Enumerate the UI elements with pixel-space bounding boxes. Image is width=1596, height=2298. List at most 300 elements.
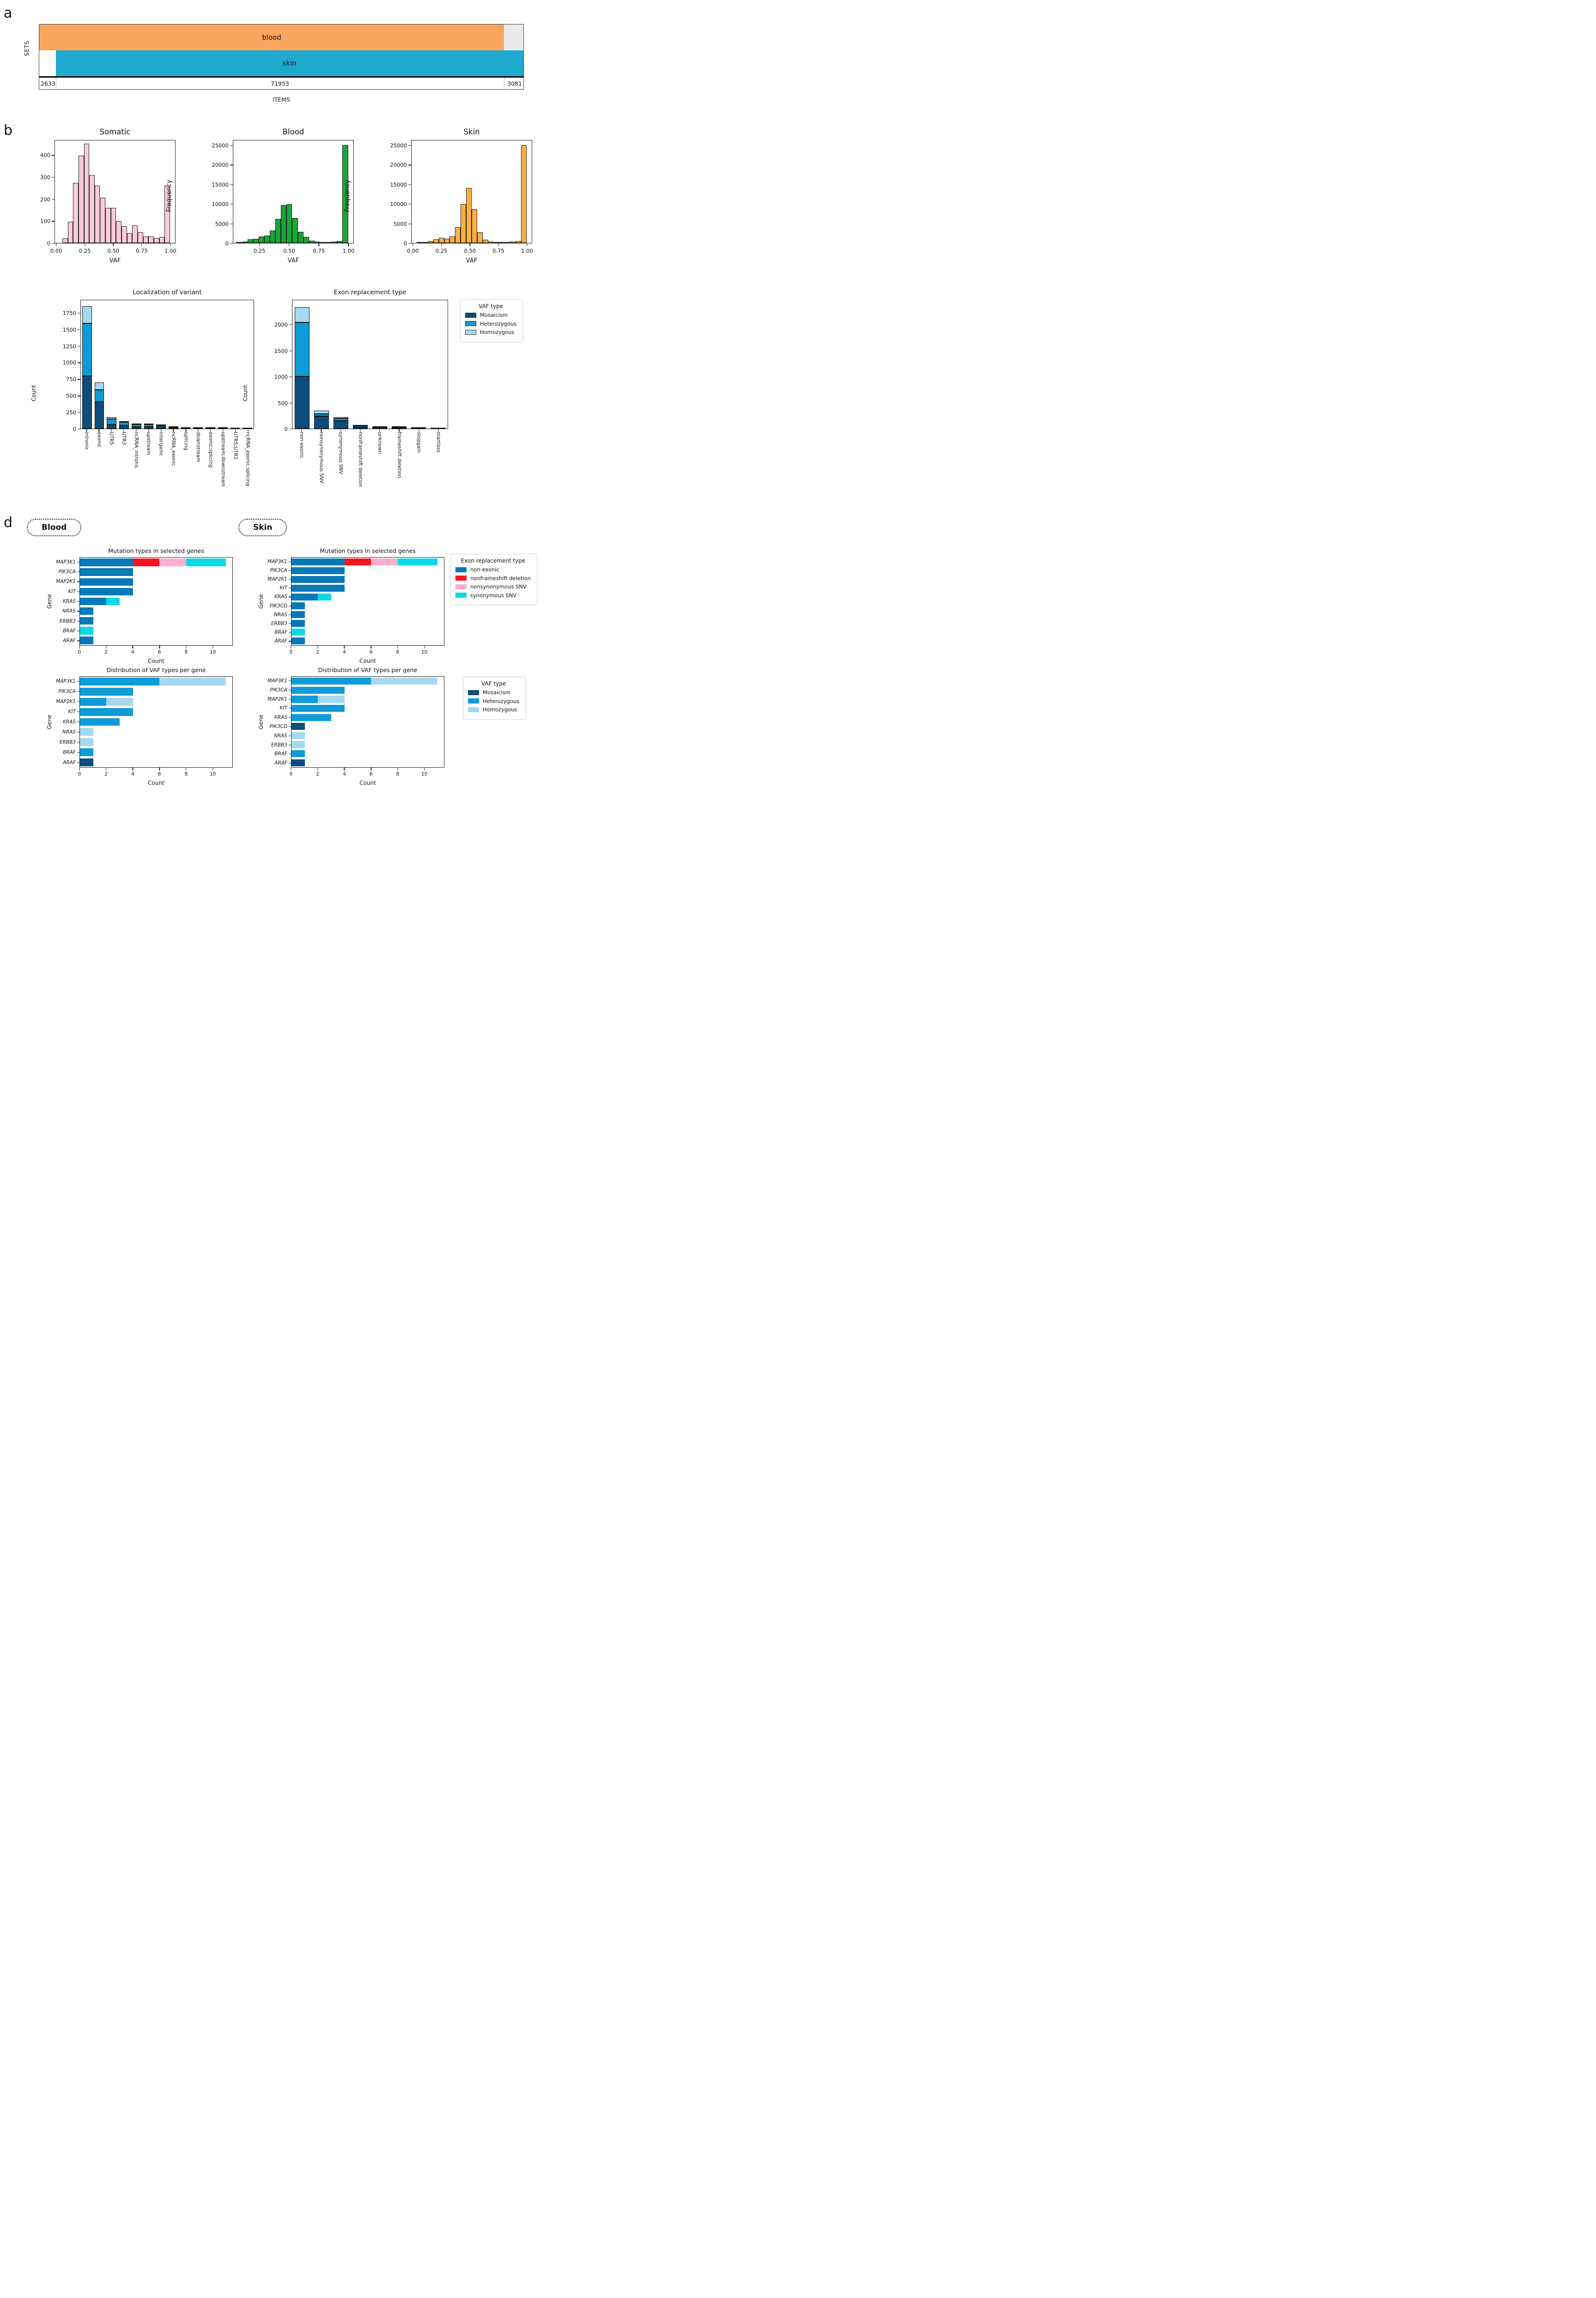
- stacked-bar-segment: [318, 594, 331, 600]
- gene-label: ERBB3: [59, 618, 76, 624]
- stacked-bar-segment: [119, 422, 129, 425]
- exon-type-y-axis-label: Count: [242, 384, 249, 401]
- legend-entry-label: Heterozygous: [480, 320, 517, 327]
- stacked-bar-segment: [291, 696, 318, 703]
- x-tick-mark: [259, 243, 260, 246]
- y-tick-label: 0: [73, 426, 76, 432]
- y-tick-mark: [52, 155, 55, 156]
- x-tick-mark: [424, 646, 425, 649]
- stacked-bar-segment: [218, 427, 228, 428]
- histogram-bar: [488, 242, 494, 243]
- x-category-label: nonframeshift deletion: [357, 432, 363, 487]
- skin-vaf-y-axis-label: Gene: [258, 715, 264, 729]
- gene-label: ARAF: [63, 638, 76, 644]
- x-tick-label: 0.50: [107, 248, 120, 254]
- stacked-bar-segment: [80, 617, 93, 625]
- y-tick-mark: [289, 623, 291, 624]
- y-tick-label: 1500: [62, 326, 76, 333]
- x-tick-mark: [344, 646, 345, 649]
- legend-entry: [455, 592, 531, 599]
- y-tick-label: 1000: [62, 359, 76, 366]
- x-tick-mark: [397, 646, 398, 649]
- histogram-bar: [159, 237, 165, 243]
- x-tick-mark: [397, 768, 398, 770]
- stacked-bar-segment: [186, 558, 226, 566]
- synonymous_snv-swatch: [455, 593, 467, 598]
- stacked-bar-segment: [80, 588, 133, 595]
- gene-label: NRAS: [274, 612, 287, 618]
- y-tick-label: 25000: [212, 142, 229, 149]
- x-tick-label: 8: [184, 771, 188, 777]
- x-tick-label: 10: [421, 771, 428, 777]
- y-tick-mark: [78, 379, 80, 380]
- panel-b: [0, 122, 533, 264]
- stacked-bar-segment: [334, 417, 349, 418]
- blood-hist-x-axis-label: VAF: [287, 257, 299, 264]
- y-tick-mark: [230, 184, 233, 185]
- x-tick-label: 0: [78, 771, 81, 777]
- blood-unused-segment: [504, 24, 523, 50]
- skin-mutation-types-chart: [252, 547, 444, 664]
- skin-mutation-x-axis-label: Count: [359, 658, 376, 664]
- stacked-bar-segment: [431, 428, 446, 429]
- x-tick-label: 6: [158, 649, 161, 655]
- stacked-bar-segment: [80, 558, 133, 566]
- legend-title: Exon replacement type: [461, 558, 526, 564]
- stacked-bar-segment: [107, 424, 116, 429]
- histogram-bar: [439, 238, 444, 243]
- panel-c: [0, 287, 532, 498]
- x-tick-label: 4: [131, 649, 134, 655]
- segment-count: 3081: [507, 80, 522, 87]
- x-tick-label: 0: [289, 649, 293, 655]
- y-tick-label: 25000: [390, 142, 407, 149]
- gene-label: KRAS: [274, 594, 287, 600]
- stacked-bar-segment: [80, 738, 93, 746]
- stacked-bar-segment: [291, 637, 305, 644]
- skin-hist-y-axis-label: Frequency: [344, 180, 351, 212]
- legend-entry: [455, 566, 531, 573]
- panel-a-letter: a: [4, 5, 12, 21]
- x-tick-mark: [212, 768, 213, 770]
- x-tick-label: 1.00: [342, 248, 355, 254]
- stacked-bar-segment: [206, 427, 215, 428]
- x-tick-label: 2: [316, 649, 320, 655]
- skin-vaf-types-chart: [252, 667, 444, 786]
- exon-type-title: Exon replacement type: [334, 289, 407, 296]
- stacked-bar-segment: [291, 723, 305, 730]
- gene-label: MAP3K1: [267, 558, 287, 564]
- x-category-label: ncRNA_exonic;splicing: [245, 432, 251, 486]
- legend-entry: [465, 321, 516, 327]
- histogram-bar: [121, 226, 127, 243]
- stacked-bar-segment: [398, 558, 437, 565]
- skin-set-label: skin: [282, 59, 297, 67]
- skin-hist-plot-area: [411, 140, 532, 243]
- y-tick-mark: [289, 614, 291, 615]
- legend-entry: [468, 689, 519, 696]
- x-category-label: stopgain: [416, 432, 422, 453]
- histogram-bar: [127, 233, 133, 243]
- stacked-bar-segment: [169, 426, 178, 427]
- gene-label: ERBB3: [271, 621, 287, 626]
- x-category-label: ncRNA_exonic: [170, 432, 176, 466]
- y-tick-label: 0: [225, 240, 229, 247]
- x-tick-label: 10: [421, 649, 428, 655]
- panel-d: [0, 515, 532, 794]
- stacked-bar-segment: [291, 585, 345, 592]
- stacked-bar-segment: [82, 306, 92, 323]
- gene-label: KRAS: [274, 715, 287, 721]
- legend-entry-label: nonsynonymous SNV: [470, 583, 527, 590]
- gene-label: NRAS: [62, 608, 76, 614]
- gene-label: KIT: [279, 585, 287, 591]
- blood-vaf-title: Distribution of VAF types per gene: [106, 667, 206, 673]
- y-tick-label: 500: [278, 400, 288, 406]
- stacked-bar-segment: [80, 698, 106, 706]
- stacked-bar-segment: [411, 427, 426, 428]
- x-category-label: startloss: [435, 432, 441, 453]
- x-category-label: splicing: [183, 432, 189, 450]
- histogram-bar: [472, 209, 477, 243]
- stacked-bar-segment: [291, 558, 345, 565]
- supervenn-x-axis-label: ITEMS: [273, 96, 290, 103]
- y-tick-mark: [77, 701, 79, 702]
- blood-mutation-title: Mutation types in selected genes: [108, 547, 204, 554]
- stacked-bar-segment: [291, 741, 305, 748]
- histogram-bar: [95, 186, 100, 243]
- histogram-bar: [461, 204, 466, 243]
- stacked-bar-segment: [372, 426, 388, 427]
- blood-vaf-x-axis-label: Count: [148, 780, 164, 786]
- stacked-bar-segment: [318, 696, 344, 703]
- stacked-bar-segment: [80, 718, 120, 726]
- somatic-x-axis-label: VAF: [109, 257, 121, 264]
- x-tick-label: 0.75: [492, 248, 504, 254]
- gene-label: BRAF: [63, 750, 76, 755]
- histogram-bar: [309, 241, 315, 243]
- x-tick-label: 4: [343, 649, 346, 655]
- x-category-label: unknown: [377, 432, 383, 454]
- histogram-bar: [89, 175, 95, 243]
- stacked-bar-segment: [119, 425, 129, 429]
- localization-title: Localization of variant: [133, 289, 202, 296]
- y-tick-label: 15000: [390, 181, 407, 188]
- histogram-bar: [73, 183, 79, 243]
- stacked-bar-segment: [181, 427, 191, 428]
- gene-label: KRAS: [62, 719, 76, 725]
- stacked-bar-segment: [231, 428, 240, 429]
- stacked-bar-segment: [291, 594, 318, 600]
- stacked-bar-segment: [314, 416, 329, 429]
- stacked-bar-segment: [291, 678, 371, 685]
- legend-entry: [465, 329, 516, 335]
- stacked-bar-segment: [80, 607, 93, 615]
- x-tick-label: 2: [316, 771, 320, 777]
- x-tick-label: 1.00: [164, 248, 176, 254]
- stacked-bar-segment: [95, 390, 104, 402]
- x-tick-mark: [212, 646, 213, 649]
- y-tick-mark: [289, 641, 291, 642]
- x-tick-label: 4: [343, 771, 346, 777]
- x-tick-mark: [141, 243, 142, 246]
- gene-label: MAP3K1: [267, 678, 287, 684]
- nonframeshift_deletion-swatch: [455, 576, 467, 581]
- stacked-bar-segment: [80, 598, 106, 605]
- x-category-label: UTR5: [109, 432, 115, 445]
- vaf-type-legend-panel-c: [460, 299, 523, 342]
- y-tick-label: 1000: [274, 374, 288, 381]
- x-tick-mark: [424, 768, 425, 770]
- y-tick-label: 0: [403, 240, 407, 247]
- stacked-bar-segment: [291, 705, 345, 712]
- histogram-bar: [433, 239, 439, 243]
- supervenn-counts-strip: [39, 76, 523, 89]
- x-category-label: exonic: [96, 432, 102, 448]
- blood-vaf-histogram: [165, 127, 355, 264]
- y-tick-mark: [289, 763, 291, 764]
- stacked-bar-segment: [80, 688, 133, 696]
- somatic-vaf-histogram: [18, 127, 176, 264]
- segment-count: 71953: [271, 80, 289, 87]
- histogram-bar: [132, 225, 138, 243]
- gene-label: KIT: [279, 705, 287, 711]
- skin-hist-title: Skin: [463, 127, 480, 136]
- stacked-bar-segment: [95, 382, 104, 390]
- stacked-bar-segment: [132, 424, 141, 427]
- x-category-label: frameshift deletion: [396, 432, 402, 478]
- stacked-bar-segment: [193, 427, 203, 428]
- histogram-bar: [331, 242, 337, 243]
- x-tick-label: 6: [369, 771, 373, 777]
- gene-label: BRAF: [274, 751, 287, 757]
- y-tick-mark: [77, 611, 79, 612]
- x-tick-label: 0.50: [283, 248, 295, 254]
- y-tick-mark: [408, 145, 411, 146]
- stacked-bar-segment: [372, 427, 388, 429]
- gene-label: ERBB3: [271, 742, 287, 748]
- skin-vaf-plot-area: [291, 676, 444, 768]
- panel-a: [0, 6, 532, 107]
- x-tick-label: 6: [369, 649, 373, 655]
- mosaicism-swatch: [465, 313, 476, 318]
- stacked-bar-segment: [371, 678, 437, 685]
- histogram-bar: [466, 188, 472, 243]
- stacked-bar-segment: [291, 732, 305, 739]
- x-tick-mark: [113, 243, 114, 246]
- stacked-bar-segment: [353, 426, 368, 427]
- stacked-bar-segment: [334, 418, 349, 420]
- x-tick-label: 0.75: [313, 248, 325, 254]
- histogram-bar: [286, 204, 292, 243]
- blood-vaf-plot-area: [79, 676, 233, 768]
- stacked-bar-segment: [80, 627, 93, 634]
- y-tick-mark: [77, 571, 79, 572]
- skin-mutation-y-axis-label: Gene: [258, 594, 264, 609]
- stacked-bar-segment: [156, 424, 166, 425]
- supervenn-plot: [23, 24, 524, 103]
- y-tick-label: 100: [40, 218, 50, 225]
- vaf-type-legend-panel-d: [463, 677, 526, 720]
- gene-label: ARAF: [274, 638, 287, 644]
- y-tick-mark: [77, 711, 79, 712]
- stacked-bar-segment: [291, 687, 345, 694]
- stacked-bar-segment: [159, 558, 186, 566]
- histogram-bar: [270, 230, 275, 243]
- skin-vaf-x-axis-label: Count: [359, 780, 376, 786]
- histogram-bar: [100, 198, 106, 243]
- stacked-bar-segment: [314, 411, 329, 413]
- stacked-bar-segment: [295, 307, 310, 323]
- x-category-label: exonic;splicing: [208, 432, 213, 468]
- histogram-bar: [84, 144, 90, 243]
- x-tick-mark: [159, 646, 160, 649]
- histogram-bar: [449, 236, 455, 243]
- gene-label: NRAS: [62, 729, 76, 735]
- stacked-bar-segment: [107, 417, 116, 419]
- y-tick-mark: [230, 145, 233, 146]
- histogram-bar: [116, 221, 121, 243]
- supervenn-row-blood: [39, 24, 523, 50]
- y-tick-label: 5000: [393, 220, 407, 227]
- legend-title: VAF type: [479, 303, 504, 309]
- stacked-bar-segment: [80, 637, 93, 644]
- histogram-bar: [236, 242, 242, 243]
- x-category-label: synonymous SNV: [338, 432, 344, 474]
- y-tick-mark: [408, 184, 411, 185]
- stacked-bar-segment: [291, 629, 305, 636]
- x-tick-label: 4: [131, 771, 134, 777]
- x-category-label: intergenic: [158, 432, 164, 456]
- x-tick-mark: [317, 768, 318, 770]
- x-tick-mark: [344, 768, 345, 770]
- y-tick-label: 500: [66, 393, 76, 400]
- histogram-bar: [326, 242, 331, 243]
- histogram-bar: [138, 232, 143, 243]
- blood-mutation-y-axis-label: Gene: [46, 594, 53, 609]
- stacked-bar-segment: [144, 427, 154, 429]
- gene-label: KIT: [68, 709, 76, 715]
- stacked-bar-segment: [291, 611, 305, 618]
- supervenn-y-axis-label: SETS: [23, 41, 30, 56]
- gene-label: PIK3CD: [269, 723, 287, 729]
- histogram-bar: [154, 238, 159, 243]
- legend-entry-label: Heterozygous: [483, 697, 520, 704]
- x-tick-label: 8: [184, 649, 188, 655]
- heterozygous-swatch: [468, 698, 479, 703]
- histogram-bar: [455, 227, 461, 243]
- gene-label: PIK3CD: [269, 603, 287, 609]
- y-tick-mark: [289, 561, 291, 562]
- stacked-bar-segment: [80, 758, 93, 766]
- histogram-bar: [248, 239, 253, 243]
- x-tick-label: 0.25: [79, 248, 91, 254]
- mosaicism-swatch: [468, 690, 479, 695]
- gene-label: MAP2K1: [267, 696, 287, 702]
- exon-replacement-type-legend: [450, 554, 537, 605]
- x-category-label: non-exonic: [299, 432, 305, 459]
- histogram-bar: [337, 241, 342, 243]
- x-category-label: intronic: [84, 432, 90, 450]
- histogram-bar: [510, 242, 516, 243]
- histogram-bar: [417, 242, 422, 243]
- stacked-bar-segment: [295, 376, 310, 429]
- blood-vaf-types-chart: [41, 667, 233, 786]
- blood-set-label: blood: [262, 33, 281, 42]
- y-tick-label: 300: [40, 174, 50, 181]
- histogram-bar: [68, 222, 73, 243]
- heterozygous-swatch: [465, 321, 476, 326]
- stacked-bar-segment: [291, 750, 305, 757]
- histogram-bar: [259, 236, 264, 243]
- exon-type-plot-area: [292, 300, 448, 429]
- localization-category-labels: [80, 429, 254, 498]
- gene-label: ARAF: [274, 760, 287, 766]
- x-category-label: upstream;downstream: [220, 432, 226, 487]
- supervenn-box: [39, 24, 524, 90]
- histogram-bar: [105, 208, 111, 243]
- legend-entry-label: Mosaicism: [480, 312, 508, 318]
- histogram-bar: [253, 239, 259, 243]
- y-tick-mark: [289, 735, 291, 736]
- stacked-bar-segment: [334, 421, 349, 429]
- blood-hist-y-axis-label: Frequency: [165, 180, 173, 212]
- stacked-bar-segment: [353, 425, 368, 426]
- y-tick-label: 1750: [62, 309, 76, 316]
- x-tick-label: 0: [289, 771, 293, 777]
- histogram-bar: [242, 242, 247, 243]
- stacked-bar-segment: [291, 620, 305, 627]
- stacked-bar-segment: [291, 576, 345, 583]
- skin-mutation-plot-area: [291, 557, 444, 646]
- y-tick-mark: [52, 221, 55, 222]
- skin-unused-segment: [39, 50, 56, 76]
- legend-entry: [468, 698, 519, 704]
- stacked-bar-segment: [80, 678, 159, 685]
- y-tick-label: 20000: [212, 162, 229, 169]
- blood-hist-plot-area: [233, 140, 354, 243]
- stacked-bar-segment: [132, 427, 141, 429]
- x-tick-label: 0.00: [50, 248, 62, 254]
- skin-group-header: Skin: [238, 519, 287, 536]
- stacked-bar-segment: [119, 421, 129, 422]
- legend-title: VAF type: [481, 680, 506, 687]
- histogram-bar: [62, 238, 68, 243]
- x-category-label: UTR5;UTR3: [232, 432, 238, 460]
- somatic-title: Somatic: [99, 127, 131, 136]
- y-tick-mark: [77, 762, 79, 763]
- y-tick-label: 200: [40, 196, 50, 203]
- histogram-bar: [422, 242, 428, 243]
- y-tick-label: 10000: [212, 201, 229, 208]
- y-tick-mark: [78, 329, 80, 330]
- x-tick-label: 0: [78, 649, 81, 655]
- y-tick-mark: [289, 717, 291, 718]
- x-tick-label: 0.00: [407, 248, 419, 254]
- x-category-label: nonsynonymous SNV: [318, 432, 324, 484]
- stacked-bar-segment: [159, 678, 225, 685]
- y-tick-mark: [289, 376, 292, 377]
- supervenn-row-skin: [39, 50, 523, 76]
- stacked-bar-segment: [80, 728, 93, 736]
- stacked-bar-segment: [353, 427, 368, 429]
- histogram-bar: [521, 145, 527, 243]
- gene-label: ERBB3: [59, 740, 76, 745]
- stacked-bar-segment: [291, 714, 331, 721]
- blood-mutation-types-chart: [41, 547, 233, 664]
- stacked-bar-segment: [144, 424, 154, 427]
- y-tick-label: 2000: [274, 321, 288, 328]
